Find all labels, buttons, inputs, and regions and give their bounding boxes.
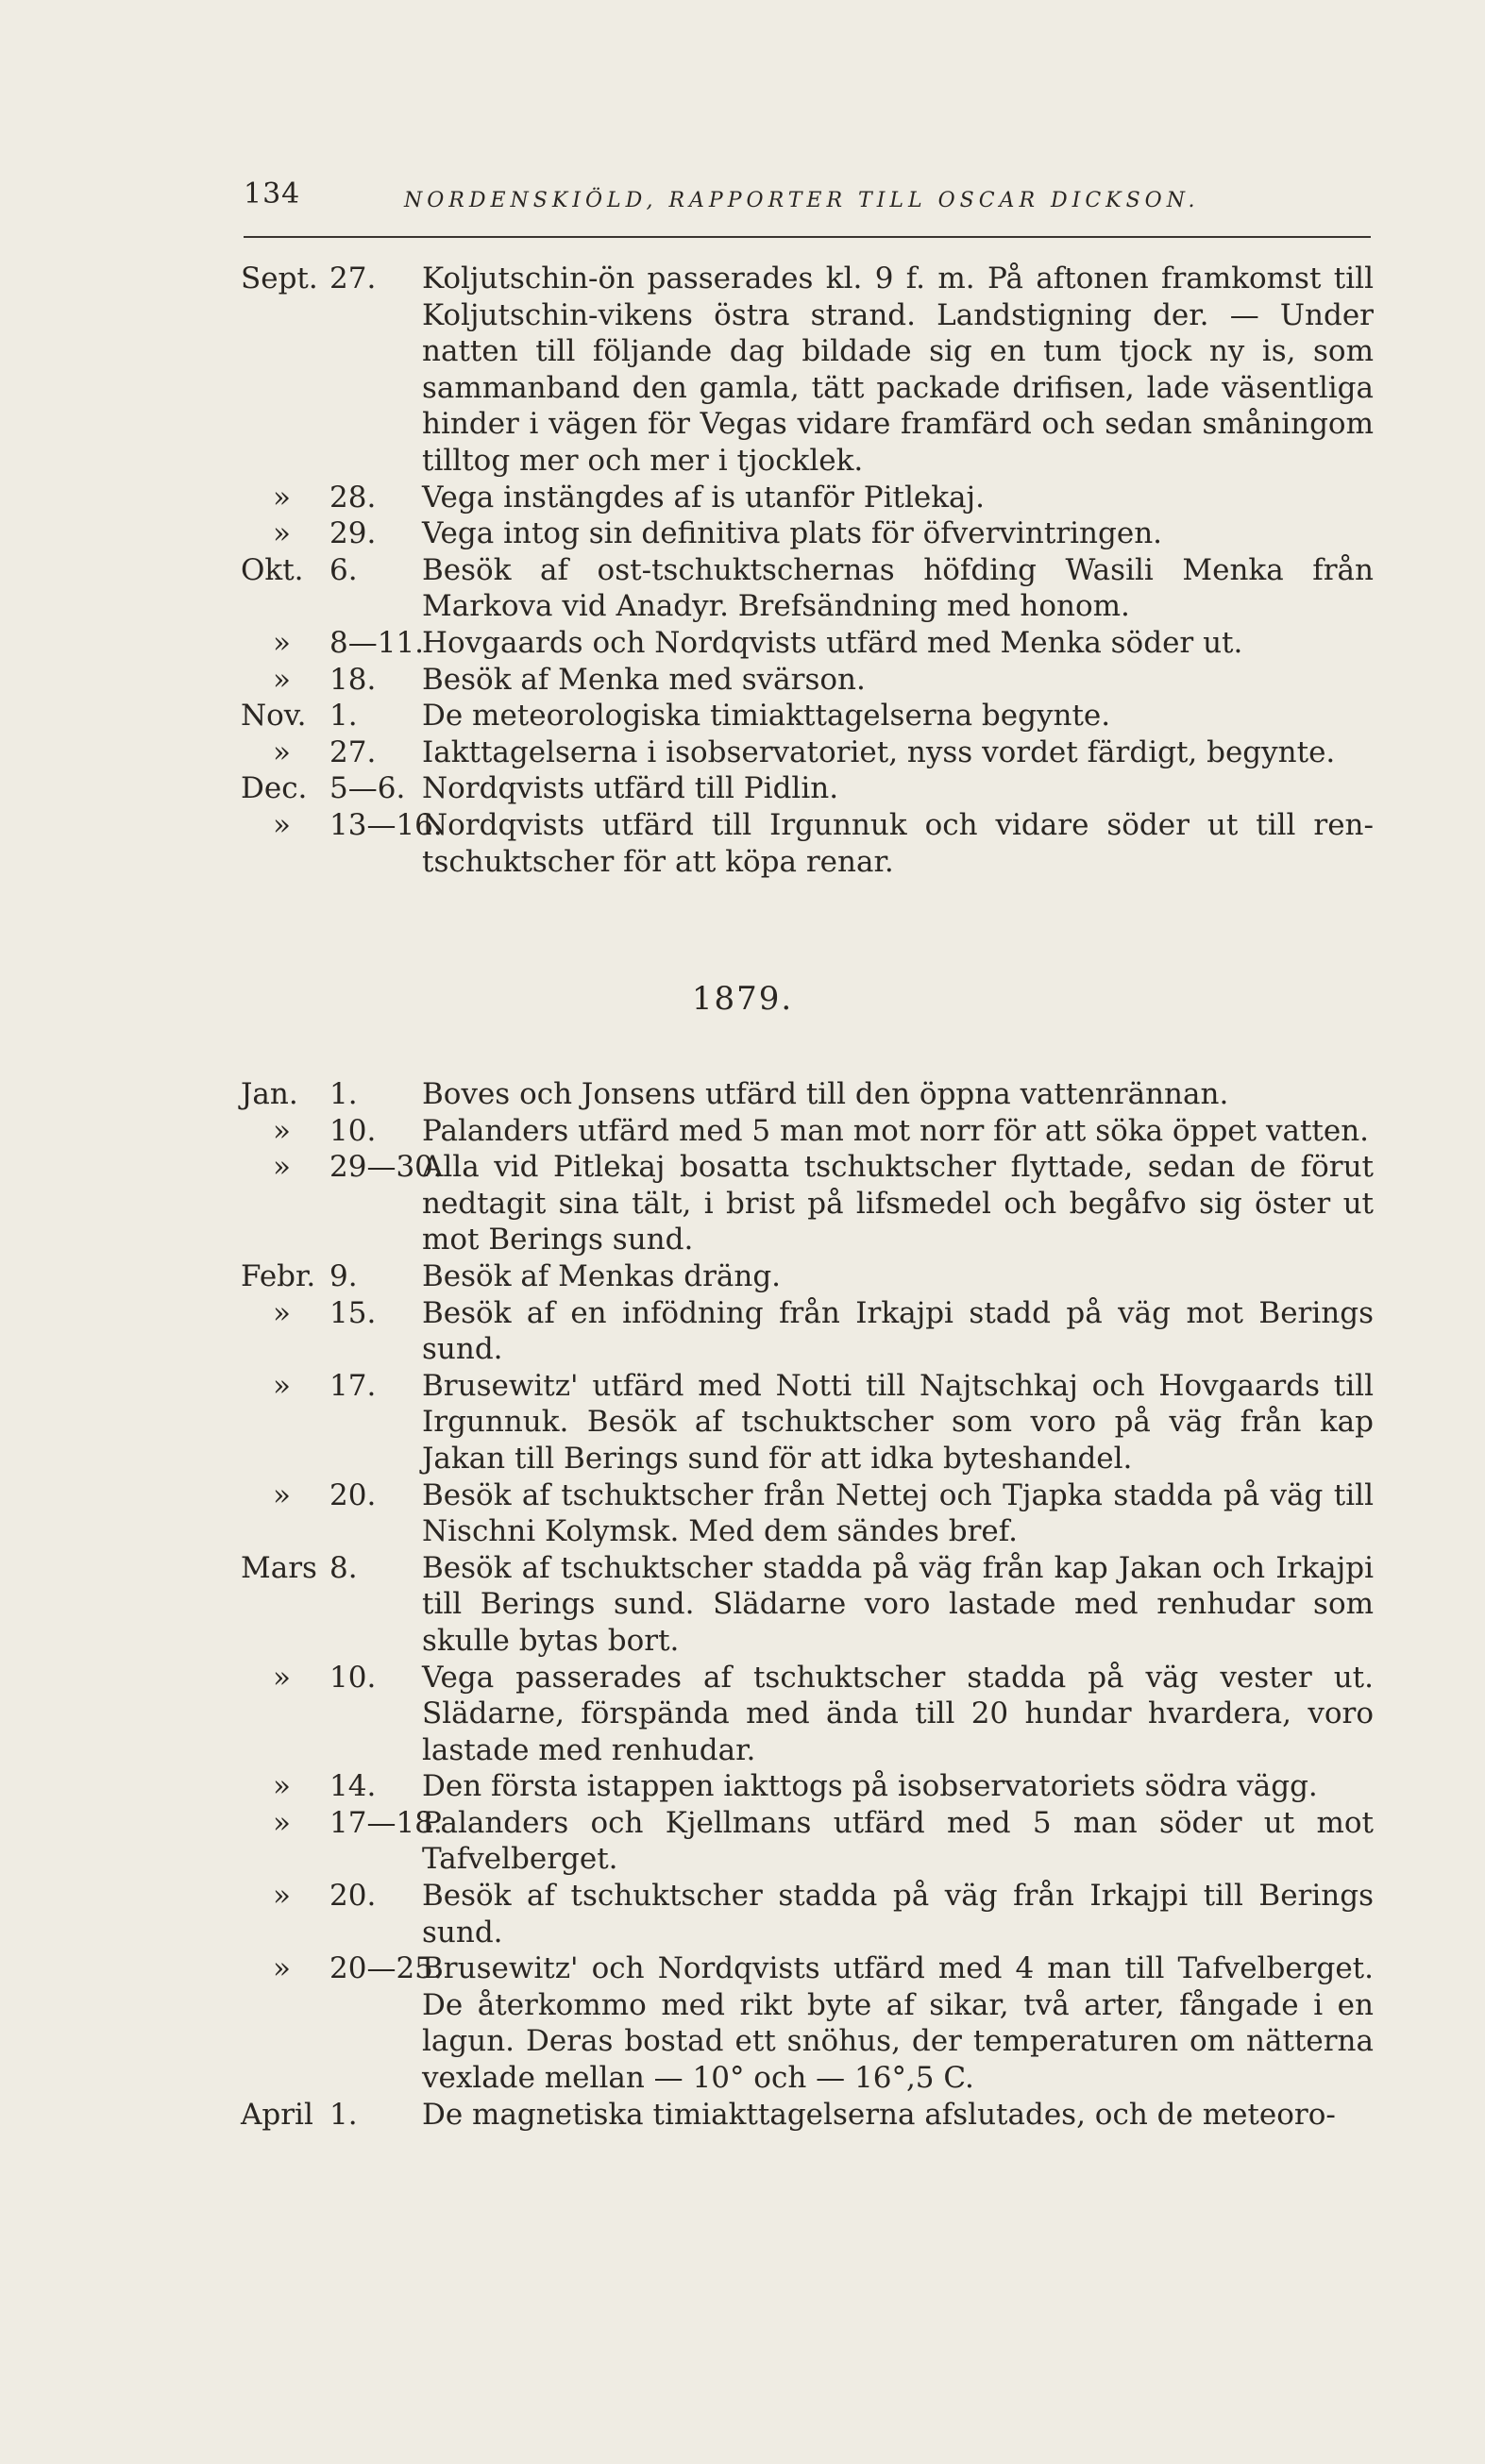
- entry-day: 28.: [329, 480, 377, 515]
- chronology-1879: [241, 1076, 1374, 2133]
- chronology-entry: [241, 807, 1374, 880]
- entry-text: Hovgaards och Nordqvists utfärd med Menka söder ut.: [422, 625, 1243, 660]
- entry-month: »: [273, 1150, 291, 1185]
- entry-day: 1.: [329, 699, 358, 734]
- entry-day: 15.: [329, 1295, 377, 1330]
- entry-text: Besök af ost-tschuktschernas höfding Wasili Menka från Markova vid Anadyr. Brefsändning med honom.: [422, 552, 1374, 624]
- chronology-entry: [241, 261, 1374, 480]
- entry-month: Nov.: [241, 699, 307, 734]
- entry-month: »: [273, 807, 291, 842]
- entry-text: Besök af Menka med svärson.: [422, 662, 866, 697]
- chronology-entry: [241, 1368, 1374, 1477]
- entry-day: 10.: [329, 1113, 377, 1148]
- entry-month: Sept.: [241, 262, 318, 295]
- entry-text: Koljutschin-ön passerades kl. 9 f. m. På aftonen framkomst till Koljutschin-vikens östra strand. Landstigning der. — Under natten till följande dag bildade sig en tum tjock ny is, som sammanband den gamla, tätt packade drifisen, lade väsentliga hinder i vägen för Vegas vidare framfärd och sedan småningom tilltog mer och mer i tjocklek.: [422, 262, 1374, 478]
- entry-month: »: [273, 516, 291, 551]
- entry-month: »: [273, 1805, 291, 1840]
- entry-day: 8.: [329, 1550, 358, 1585]
- chronology-entry: [241, 1477, 1374, 1550]
- chronology-entry: [241, 1950, 1374, 2096]
- entry-day: 8—11.: [329, 625, 425, 660]
- page-header: [244, 177, 1371, 223]
- chronology-entry: [241, 515, 1374, 552]
- entry-month: »: [273, 1295, 291, 1330]
- entry-text: Vega intog sin definitiva plats för öfvervintringen.: [422, 516, 1163, 551]
- entry-month: Dec.: [241, 771, 308, 806]
- entry-text: Brusewitz' utfärd med Notti till Najtschkaj och Hovgaards till Irgunnuk. Besök af tschuktscher som voro på väg från kap Jakan till Berings sund för att idka byteshandel.: [422, 1368, 1374, 1476]
- entry-day: 9.: [329, 1258, 358, 1293]
- chronology-entry: [241, 698, 1374, 734]
- entry-text: Brusewitz' och Nordqvists utfärd med 4 man till Tafvelberget. De återkommo med rikt byte af sikar, två arter, fångade i en lagun. Deras bostad ett snöhus, der temperaturen om nätterna vexlade mellan — 10° och — 16°,5 C.: [422, 1951, 1374, 2096]
- entry-month: »: [273, 1769, 291, 1804]
- entry-month: »: [273, 1951, 291, 1986]
- entry-month: Febr.: [241, 1258, 316, 1293]
- entry-month: »: [273, 1477, 291, 1512]
- entry-text: Nordqvists utfärd till Pidlin.: [422, 771, 839, 806]
- chronology-entry: [241, 1258, 1374, 1295]
- entry-day: 17.: [329, 1368, 377, 1403]
- entry-month: »: [273, 734, 291, 769]
- entry-month: Okt.: [241, 552, 304, 587]
- header-rule: [244, 236, 1371, 238]
- entry-text: Palanders och Kjellmans utfärd med 5 man söder ut mot Tafvelberget.: [422, 1805, 1374, 1877]
- entry-month: »: [273, 1879, 291, 1914]
- entry-day: 10.: [329, 1660, 377, 1695]
- chronology-1878: [241, 261, 1374, 880]
- chronology-entry: [241, 1660, 1374, 1769]
- running-title: NORDENSKIÖLD, RAPPORTER TILL OSCAR DICKSON.: [404, 189, 1200, 212]
- chronology-entry: [241, 2097, 1374, 2134]
- entry-text: Besök af tschuktscher från Nettej och Tjapka stadda på väg till Nischni Kolymsk. Med dem sändes bref.: [422, 1477, 1374, 1549]
- entry-day: 18.: [329, 662, 377, 697]
- chronology-entry: [241, 1878, 1374, 1950]
- entry-month: »: [273, 1113, 291, 1148]
- entry-day: 14.: [329, 1769, 377, 1804]
- chronology-entry: [241, 662, 1374, 699]
- entry-text: De meteorologiska timiakttagelserna begynte.: [422, 699, 1111, 734]
- entry-month: Mars: [241, 1550, 317, 1585]
- entry-text: De magnetiska timiakttagelserna afslutades, och de meteoro-: [422, 2097, 1336, 2132]
- entry-month: Jan.: [241, 1077, 298, 1111]
- entry-day: 20.: [329, 1879, 377, 1914]
- entry-day: 20—25.: [329, 1951, 443, 1986]
- chronology-entry: [241, 1295, 1374, 1368]
- entry-text: Besök af tschuktscher stadda på väg från kap Jakan och Irkajpi till Berings sund. Slädarne voro lastade med renhudar som skulle bytas bort.: [422, 1550, 1374, 1658]
- entry-text: Vega instängdes af is utanför Pitlekaj.: [422, 480, 985, 515]
- entry-month: »: [273, 1368, 291, 1403]
- entry-text: Nordqvists utfärd till Irgunnuk och vidare söder ut till ren-tschuktscher för att köpa renar.: [422, 807, 1374, 879]
- entry-text: Boves och Jonsens utfärd till den öppna vattenrännan.: [422, 1077, 1229, 1111]
- entry-text: Iakttagelserna i isobservatoriet, nyss vordet färdigt, begynte.: [422, 734, 1336, 769]
- entry-day: 17—18.: [329, 1805, 443, 1840]
- chronology-entry: [241, 625, 1374, 662]
- entry-text: Palanders utfärd med 5 man mot norr för att söka öppet vatten.: [422, 1113, 1370, 1148]
- year-heading: 1879.: [691, 980, 794, 1018]
- entry-day: 6.: [329, 552, 358, 587]
- chronology-entry: [241, 1550, 1374, 1660]
- entry-day: 29—30.: [329, 1150, 443, 1185]
- entry-day: 20.: [329, 1477, 377, 1512]
- entry-month: »: [273, 1660, 291, 1695]
- entry-text: Besök af Menkas dräng.: [422, 1258, 782, 1293]
- chronology-entry: [241, 1768, 1374, 1805]
- page-number: 134: [244, 177, 301, 211]
- chronology-entry: [241, 1149, 1374, 1258]
- entry-day: 27.: [329, 262, 377, 295]
- entry-day: 13—16.: [329, 807, 443, 842]
- chronology-entry: [241, 770, 1374, 807]
- entry-text: Vega passerades af tschuktscher stadda på väg vester ut. Slädarne, förspända med ända till 20 hundar hvardera, voro lastade med renhudar.: [422, 1660, 1374, 1767]
- entry-month: »: [273, 625, 291, 660]
- chronology-entry: [241, 552, 1374, 625]
- entry-day: 1.: [329, 1077, 358, 1111]
- chronology-entry: [241, 1113, 1374, 1150]
- entry-month: »: [273, 480, 291, 515]
- entry-text: Besök af tschuktscher stadda på väg från Irkajpi till Berings sund.: [422, 1879, 1374, 1949]
- chronology-entry: [241, 734, 1374, 771]
- entry-text: Besök af en infödning från Irkajpi stadd på väg mot Berings sund.: [422, 1295, 1374, 1367]
- entry-month: »: [273, 662, 291, 697]
- entry-day: 1.: [329, 2097, 358, 2132]
- entry-day: 27.: [329, 734, 377, 769]
- entry-text: Den första istappen iakttogs på isobservatoriets södra vägg.: [422, 1769, 1318, 1804]
- chronology-entry: [241, 480, 1374, 516]
- entry-month: April: [241, 2097, 313, 2132]
- entry-day: 5—6.: [329, 771, 406, 806]
- chronology-entry: [241, 1076, 1374, 1113]
- entry-day: 29.: [329, 516, 377, 551]
- entry-text: Alla vid Pitlekaj bosatta tschuktscher flyttade, sedan de förut nedtagit sina tält, i brist på lifsmedel och begåfvo sig öster ut mot Berings sund.: [422, 1150, 1374, 1257]
- chronology-entry: [241, 1805, 1374, 1878]
